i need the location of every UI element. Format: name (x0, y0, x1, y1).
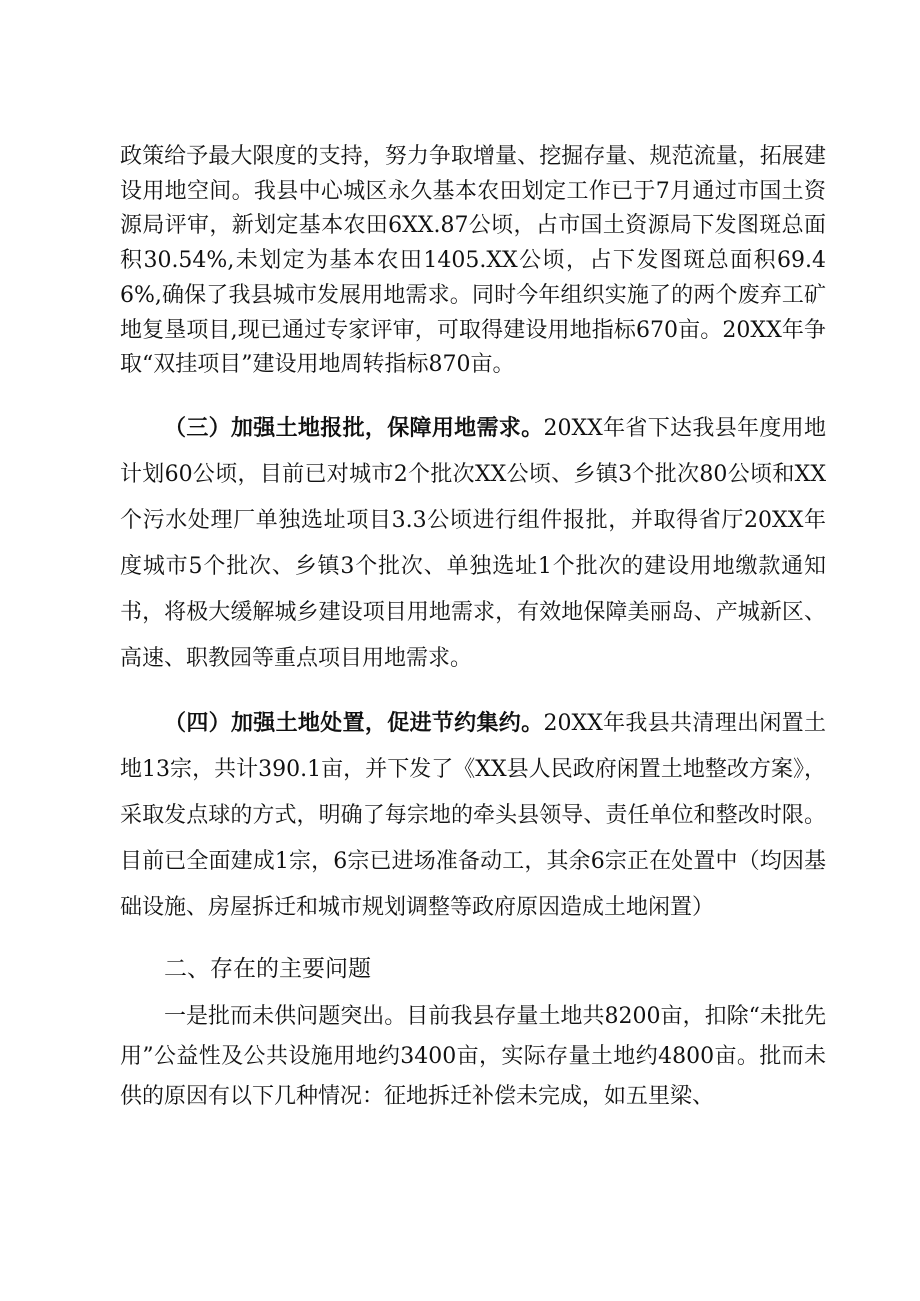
paragraph-land-approval-body: 20XX年省下达我县年度用地计划60公顷，目前已对城市2个批次XX公顷、乡镇3个批次80公顷和XX个污水处理厂单独选址项目3.3公顷进行组件报批，并取得省厅20XX年度城市5个批次、乡镇3个批次、单独选址1个批次的建设用地缴款通知书，将极大缓解城乡建设项目用地需求，有效地保障美丽岛、产城新区、高速、职教园等重点项目用地需求。 (120, 415, 826, 671)
document-page (120, 140, 826, 1117)
paragraph-approved-not-supplied: 一是批而未供问题突出。目前我县存量土地共8200亩，扣除“未批先用”公益性及公共设施用地约3400亩，实际存量土地约4800亩。批而未供的原因有以下几种情况：征地拆迁补偿未完成，如五里梁、 (120, 1003, 826, 1109)
paragraph-land-approval (120, 405, 826, 682)
subheading-idle-land: （四）加强土地处置，促进节约集约。 (164, 709, 544, 736)
paragraph-land-policy: 政策给予最大限度的支持，努力争取增量、挖掘存量、规范流量，拓展建设用地空间。我县中心城区永久基本农田划定工作已于7月通过市国土资源局评审，新划定基本农田6XX.87公顷，占市国土资源局下发图斑总面积30.54%,未划定为基本农田1405.XX公顷，占下发图斑总面积69.46%,确保了我县城市发展用地需求。同时今年组织实施了的两个废弃工矿地复垦项目,现已通过专家评审，可取得建设用地指标670亩。20XX年争取“双挂项目”建设用地周转指标870亩。 (120, 144, 826, 378)
subheading-land-approval: （三）加强土地报批，保障用地需求。 (164, 414, 544, 441)
paragraph-idle-land (120, 700, 826, 931)
section-heading-main-problems: 二、存在的主要问题 (164, 955, 371, 982)
paragraph-idle-land-body: 20XX年我县共清理出闲置土地13宗，共计390.1亩，并下发了《XX县人民政府闲置土地整改方案》，采取发点球的方式，明确了每宗地的牵头县领导、责任单位和整改时限。目前已全面建成1宗，6宗已进场准备动工，其余6宗正在处置中（均因基础设施、房屋拆迁和城市规划调整等政府原因造成土地闲置） (120, 710, 826, 920)
